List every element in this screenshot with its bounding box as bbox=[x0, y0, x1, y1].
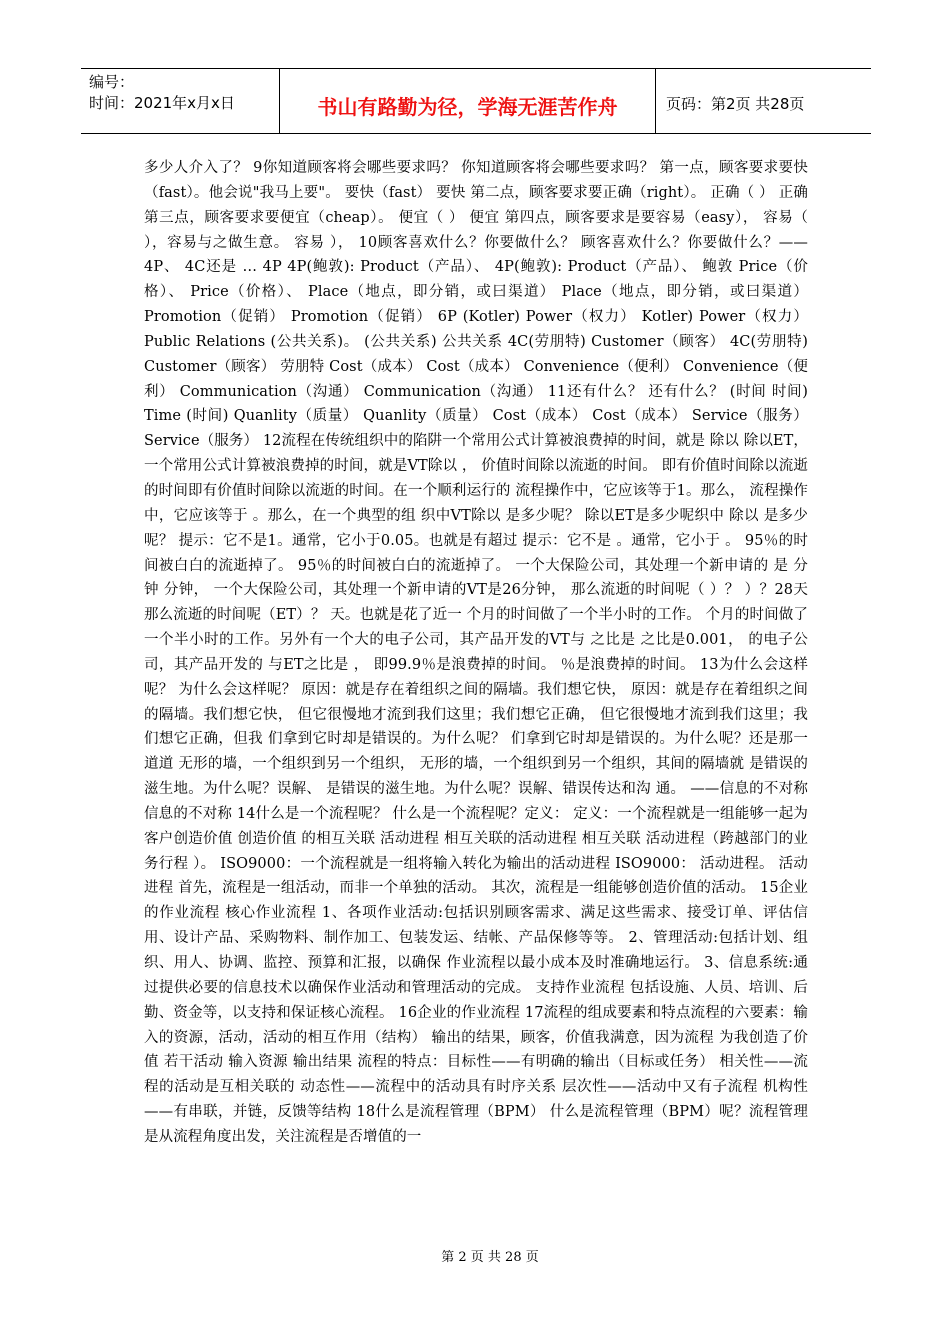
body-paragraph: 多少人介入了？ 9你知道顾客将会哪些要求吗？ 你知道顾客将会哪些要求吗？ 第一点，顾客要求要快（fast）。他会说"我马上要"。 要快（fast） 要快 第二点，顾客要求要正确（right）。 正确（ ） 正确 第三点，顾客要求要便宜（cheap）。 便宜（ ） 便宜 第四点，顾客要求是要容易（easy）， 容易（ ），容易与之做生意。 容易 ）， 10顾客喜欢什么？你要做什么？ 顾客喜欢什么？你要做什么？——4P、 4C还是 … 4P 4P(鲍敦): Product（产品）、 4P(鲍敦): Product（产品）、 鲍敦 Price（价格）、 Price（价格）、 Place（地点，即分销，或曰渠道） Place（地点，即分销，或曰渠道） Promotion（促销） Promotion（促销） 6P (Kotler) Power（权力） Kotler) Power（权力） Public Relations (公共关系)。 (公共关系) 公共关系 4C(劳朋特) Customer（顾客） 4C(劳朋特) Customer（顾客） 劳朋特 Cost（成本） Cost（成本） Convenience（便利） Convenience（便利） Communication（沟通） Communication（沟通） 11还有什么？ 还有什么？ (时间 时间) Time (时间) Quanlity（质量） Quanlity（质量） Cost（成本） Cost（成本） Service（服务） Service（服务） 12流程在传统组织中的陷阱一个常用公式计算被浪费掉的时间，就是 除以 除以ET， 一个常用公式计算被浪费掉的时间，就是VT除以 ， 价值时间除以流逝的时间。 即有价值时间除以流逝的时间即有价值时间除以流逝的时间。在一个顺利运行的 流程操作中，它应该等于1。那么， 流程操作中，它应该等于 。那么，在一个典型的组 织中VT除以 是多少呢？ 除以ET是多少呢织中 除以 是多少呢？ 提示：它不是1。通常，它小于0.05。也就是有超过 提示：它不是 。通常，它小于 。 95％的时间被白白的流逝掉了。 95％的时间被白白的流逝掉了。 一个大保险公司，其处理一个新申请的 是 分钟 分钟， 一个大保险公司，其处理一个新申请的VT是26分钟， 那么流逝的时间呢（ ）？ ）？28天 那么流逝的时间呢（ET）？ 天。也就是花了近一 个月的时间做了一个半小时的工作。 个月的时间做了一个半小时的工作。另外有一个大的电子公司，其产品开发的VT与 之比是 之比是0.001， 的电子公司，其产品开发的 与ET之比是 ， 即99.9％是浪费掉的时间。 ％是浪费掉的时间。 13为什么会这样呢？ 为什么会这样呢？ 原因：就是存在着组织之间的隔墙。我们想它快， 原因：就是存在着组织之间的隔墙。我们想它快， 但它很慢地才流到我们这里；我们想它正确， 但它很慢地才流到我们这里；我们想它正确，但我 们拿到它时却是错误的。为什么呢？ 们拿到它时却是错误的。为什么呢？还是那一道道 无形的墙，一个组织到另一个组织， 无形的墙，一个组织到另一个组织，其间的隔墙就 是错误的滋生地。为什么呢？误解、 是错误的滋生地。为什么呢？误解、错误传达和沟 通。 ——信息的不对称 信息的不对称 14什么是一个流程呢？ 什么是一个流程呢？定义： 定义：一个流程就是一组能够一起为客户创造价值 创造价值 的相互关联 活动进程 相互关联的活动进程 相互关联 活动进程（跨越部门的业务行程 ）。 ISO9000：一个流程就是一组将输入转化为输出的活动进程 ISO9000： 活动进程。 活动进程 首先，流程是一组活动，而非一个单独的活动。 其次，流程是一组能够创造价值的活动。 15企业的作业流程 核心作业流程 1、各项作业活动:包括识别顾客需求、满足这些需求、接受订单、评估信 用、设计产品、采购物料、制作加工、包装发运、结帐、产品保修等等。 2、管理活动:包括计划、组织、用人、协调、监控、预算和汇报，以确保 作业流程以最小成本及时准确地运行。 3、信息系统:通过提供必要的信息技术以确保作业活动和管理活动的完成。 支持作业流程 包括设施、人员、培训、后勤、资金等，以支持和保证核心流程。 16企业的作业流程 17流程的组成要素和特点流程的六要素：输入的资源，活动，活动的相互作用（结构） 输出的结果，顾客，价值我满意，因为流程 为我创造了价值 若干活动 输入资源 输出结果 流程的特点：目标性——有明确的输出（目标或任务） 相关性——流程的活动是互相关联的 动态性——流程中的活动具有时序关系 层次性——活动中又有子流程 机构性——有串联，并链，反馈等结构 18什么是流程管理（BPM） 什么是流程管理（BPM）呢？流程管理是从流程角度出发，关注流程是否增值的一 bbox=[144, 160, 808, 1145]
serial-label: 编号： bbox=[89, 73, 135, 91]
time-label: 时间：2021年x月x日 bbox=[89, 94, 235, 112]
header-motto: 书山有路勤为径，学海无涯苦作舟 bbox=[280, 69, 656, 133]
document-header bbox=[81, 68, 871, 134]
header-meta bbox=[81, 69, 280, 133]
header-page-number: 页码：第2页 共28页 bbox=[666, 94, 805, 113]
page-footer: 第 2 页 共 28 页 bbox=[441, 1250, 539, 1265]
